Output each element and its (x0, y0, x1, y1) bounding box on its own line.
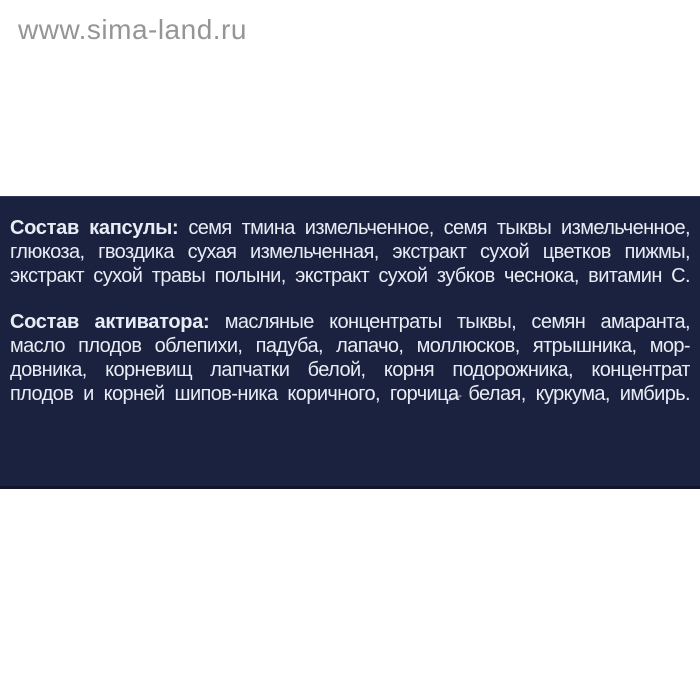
label-line-text: масло плодов облепихи, падуба, лапачо, моллюсков, ятрышника, мор- (10, 335, 690, 357)
label-line (10, 358, 690, 382)
label-line-text: глюкоза, гвоздика сухая измельченная, экстракт сухой цветков пижмы, (10, 241, 690, 263)
ingredients-text (0, 196, 700, 406)
label-line (10, 334, 690, 358)
capsule-composition-paragraph (10, 216, 690, 288)
label-line (10, 240, 690, 264)
label-line-text: семя тмина измельченное, семя тыквы измельченное, (178, 217, 690, 239)
watermark-sima-land: www.sima-land.ru (18, 14, 247, 45)
capsule-composition-heading: Состав капсулы: (10, 217, 179, 239)
label-line-text: масляные концентраты тыквы, семян амаранта, (209, 311, 690, 333)
label-line-text: плодов и корней шипов-ника коричного, горчица белая, куркума, имбирь. (10, 383, 690, 405)
label-line (10, 382, 690, 406)
label-line (10, 216, 690, 240)
label-line-text: экстракт сухой травы полыни, экстракт сухой зубков чеснока, витамин С. (10, 265, 690, 287)
label-line (10, 264, 690, 288)
label-line-text: довника, корневищ лапчатки белой, корня подорожника, концентрат (10, 359, 690, 381)
label-line (10, 310, 690, 334)
activator-composition-paragraph (10, 310, 690, 406)
label-band (0, 196, 700, 489)
activator-composition-heading: Состав активатора: (10, 311, 210, 333)
